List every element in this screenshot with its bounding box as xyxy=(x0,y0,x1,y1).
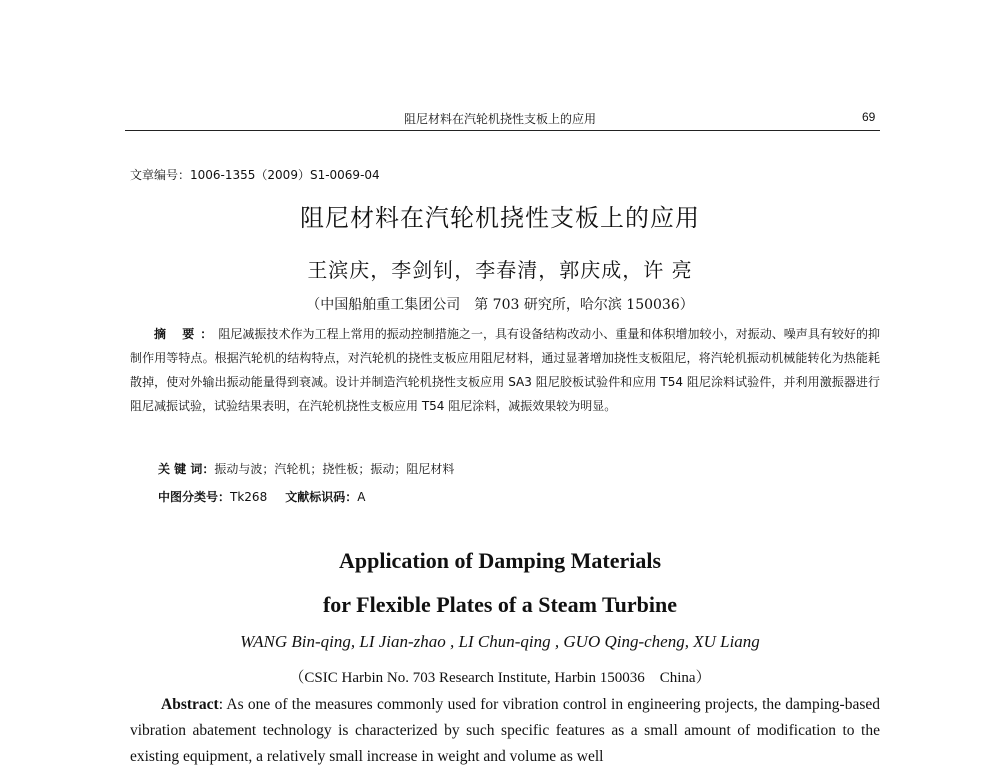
cn-class-value: Tk268 xyxy=(230,490,268,504)
cn-classification xyxy=(158,488,365,505)
en-affiliation: （CSIC Harbin No. 703 Research Institute, Harbin 150036 China） xyxy=(289,670,711,686)
en-title-line1: Application of Damping Materials xyxy=(338,548,662,573)
en-abstract-text: : As one of the measures commonly used for vibration control in engineering projects, the damping-based vibration abatement technology is characterized by such specific features as a small amount of modification to the existing equipment, a relatively small increase in weight and volume as well xyxy=(130,696,880,765)
cn-keywords-label: 关 键 词： xyxy=(158,462,215,476)
cn-abstract-text: 阻尼减振技术作为工程上常用的振动控制措施之一，具有设备结构改动小、重量和体积增加较小，对振动、噪声具有较好的抑制作用等特点。根据汽轮机的结构特点，对汽轮机的挠性支板应用阻尼材料，通过显著增加挠性支板阻尼，将汽轮机振动机械能转化为热能耗散掉，使对外输出振动能量得到衰减。设计并制造汽轮机挠性支板应用 SA3 阻尼胶板试验件和应用 T54 阻尼涂料试验件，并利用激振器进行阻尼减振试验，试验结果表明，在汽轮机挠性支板应用 T54 阻尼涂料，减振效果较为明显。 xyxy=(130,327,880,413)
en-authors: WANG Bin-qing, LI Jian-zhao , LI Chun-qing , GUO Qing-cheng, XU Liang xyxy=(240,632,760,651)
cn-title: 阻尼材料在汽轮机挠性支板上的应用 xyxy=(300,204,700,232)
cn-doc-code-value: A xyxy=(357,490,366,504)
page-number: 69 xyxy=(862,110,876,124)
en-abstract xyxy=(130,692,880,770)
cn-authors: 王滨庆，李剑钊，李春清，郭庆成，许 亮 xyxy=(307,258,693,282)
header-rule xyxy=(125,130,880,131)
cn-class-label: 中图分类号： xyxy=(158,490,231,504)
en-title-line2: for Flexible Plates of a Steam Turbine xyxy=(322,592,678,617)
cn-affiliation: （中国船舶重工集团公司 第 703 研究所，哈尔滨 150036） xyxy=(306,297,694,313)
en-abstract-label: Abstract xyxy=(161,696,219,713)
running-title: 阻尼材料在汽轮机挠性支板上的应用 xyxy=(403,112,596,126)
cn-doc-code-label: 文献标识码： xyxy=(285,490,358,504)
cn-abstract-label: 摘 要： xyxy=(154,327,219,341)
cn-abstract xyxy=(130,322,880,418)
article-number: 文章编号：1006-1355（2009）S1-0069-04 xyxy=(130,168,380,182)
cn-keywords-text: 振动与波；汽轮机；挠性板；振动；阻尼材料 xyxy=(214,462,455,476)
cn-keywords xyxy=(158,460,454,477)
